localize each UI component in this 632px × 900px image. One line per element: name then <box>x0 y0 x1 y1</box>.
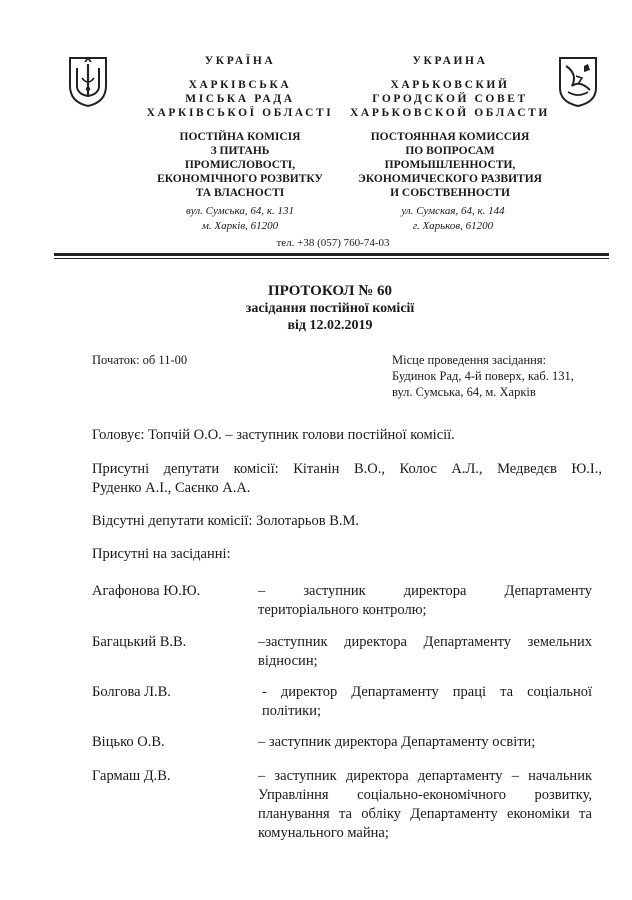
attendee-name: Багацький В.В. <box>92 634 187 650</box>
ukraine-trident-emblem-icon <box>67 56 109 108</box>
attendee-name: Агафонова Ю.Ю. <box>92 583 201 599</box>
header-right <box>340 54 560 200</box>
address-ua <box>150 204 330 234</box>
attendee-name: Віцько О.В. <box>92 734 165 750</box>
kharkiv-coat-of-arms-icon <box>558 56 598 108</box>
attendee-role: - директор Департаменту праці та соціальної політики; <box>262 684 592 719</box>
meeting-start: Початок: об 11-00 <box>92 353 188 367</box>
council-ru-line: ХАРЬКОВСКОЙ ОБЛАСТИ <box>350 107 550 119</box>
present-members-line: Присутні депутати комісії: Кітанін В.О., Колос А.Л., Медведєв Ю.І., <box>92 461 602 477</box>
council-ua-line: ХАРКІВСЬКОЇ ОБЛАСТІ <box>146 107 334 119</box>
attendee-role: – заступник директора Департаменту територіального контролю; <box>258 583 592 618</box>
absent-members-line: Відсутні депутати комісії: Золотарьов В.М. <box>92 513 360 529</box>
council-ru-line: ГОРОДСКОЙ СОВЕТ <box>372 93 528 105</box>
venue-line: вул. Сумська, 64, м. Харків <box>392 385 536 399</box>
present-members-line: Руденко А.І., Саєнко А.А. <box>92 480 251 496</box>
attendee-role: –заступник директора Департаменту земельних відносин; <box>258 634 592 669</box>
commission-ru-line: ПОСТОЯННАЯ КОМИССИЯ <box>370 131 530 143</box>
header-left <box>130 54 350 200</box>
attendee-role: – заступник директора департаменту – начальник Управління соціально-економічного розвитку, планування та обліку Департаменту економіки та комунального майна; <box>258 768 592 841</box>
council-ua-line: ХАРКІВСЬКА <box>188 79 292 91</box>
commission-ua-line: ПОСТІЙНА КОМІСІЯ <box>179 131 301 143</box>
header-rule-thick <box>54 253 609 256</box>
council-ru-line: ХАРЬКОВСКИЙ <box>390 79 510 91</box>
commission-ru-line: ПРОМЫШЛЕННОСТИ, <box>384 159 516 171</box>
country-ru: УКРАИНА <box>412 55 488 67</box>
commission-ru-line: ПО ВОПРОСАМ <box>405 145 495 157</box>
address-ua-line: м. Харків, 61200 <box>201 220 279 232</box>
chair-line: Головує: Топчій О.О. – заступник голови постійної комісії. <box>92 427 455 443</box>
commission-ua-line: ПРОМИСЛОВОСТІ, <box>184 159 296 171</box>
venue-line: Місце проведення засідання: <box>392 353 547 367</box>
commission-ua-line: З ПИТАНЬ <box>210 145 270 157</box>
address-ru-line: ул. Сумская, 64, к. 144 <box>401 205 505 217</box>
country-ua: УКРАЇНА <box>204 55 276 67</box>
commission-ru-line: И СОБСТВЕННОСТИ <box>390 187 510 199</box>
protocol-heading <box>130 283 530 334</box>
council-ua-line: МІСЬКА РАДА <box>185 93 295 105</box>
protocol-title: ПРОТОКОЛ № 60 <box>267 283 393 299</box>
address-ru <box>358 204 548 234</box>
phone-number: тел. +38 (057) 760-74-03 <box>276 237 390 249</box>
protocol-date: від 12.02.2019 <box>287 318 373 333</box>
commission-ua-line: ЕКОНОМІЧНОГО РОЗВИТКУ <box>157 173 323 185</box>
attendee-name: Болгова Л.В. <box>92 684 171 700</box>
venue-line: Будинок Рад, 4-й поверх, каб. 131, <box>392 369 574 383</box>
commission-ru-line: ЭКОНОМИЧЕСКОГО РАЗВИТИЯ <box>358 173 542 185</box>
commission-ua-line: ТА ВЛАСНОСТІ <box>195 187 285 199</box>
protocol-subtitle: засідання постійної комісії <box>245 301 415 316</box>
meeting-venue <box>392 352 612 400</box>
attendee-name: Гармаш Д.В. <box>92 768 171 784</box>
address-ua-line: вул. Сумська, 64, к. 131 <box>185 205 295 217</box>
address-ru-line: г. Харьков, 61200 <box>412 220 494 232</box>
attendees-heading: Присутні на засіданні: <box>92 546 231 562</box>
attendee-role: – заступник директора Департаменту освіти; <box>258 734 536 750</box>
header-rule-thin <box>54 258 609 259</box>
